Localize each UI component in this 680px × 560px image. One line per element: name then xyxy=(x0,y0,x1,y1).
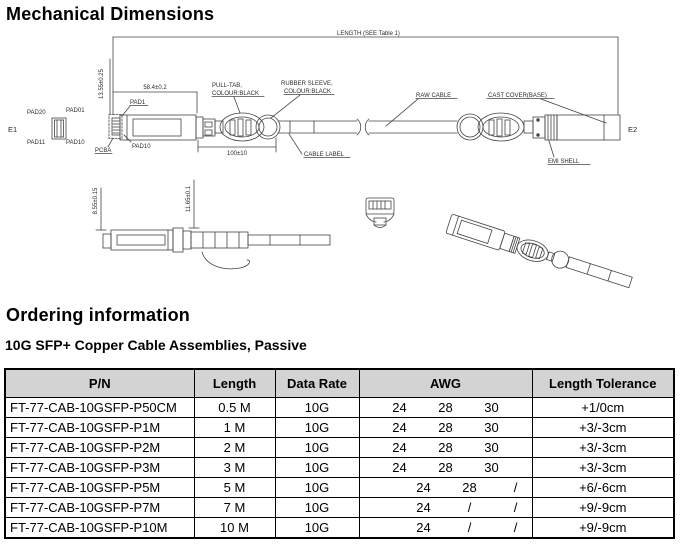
label-cast-cover xyxy=(487,93,606,123)
pn-cell: FT-77-CAB-10GSFP-P2M xyxy=(5,438,194,458)
ordering-table xyxy=(4,368,675,539)
awg-value: 24 xyxy=(416,480,431,495)
tolerance-cell: +1/0cm xyxy=(532,398,674,418)
awg-value: 28 xyxy=(438,460,453,475)
pn-cell: FT-77-CAB-10GSFP-P7M xyxy=(5,498,194,518)
table-row xyxy=(5,478,674,498)
awg-value: 24 xyxy=(392,460,407,475)
tolerance-cell: +9/-9cm xyxy=(532,518,674,539)
pad11-label: PAD11 xyxy=(27,140,46,146)
table-row xyxy=(5,438,674,458)
rubber-sleeve xyxy=(256,115,280,139)
awg-value: / xyxy=(513,500,518,515)
awg-value: 30 xyxy=(484,420,499,435)
length-cell: 0.5 M xyxy=(194,398,275,418)
awg-value: 24 xyxy=(392,400,407,415)
side-height-label-1: 8.55±0.15 xyxy=(93,187,99,215)
awg-cell xyxy=(359,458,532,478)
data-rate-cell: 10G xyxy=(275,458,359,478)
rubber-label-line1: RUBBER SLEEVE, xyxy=(281,81,333,87)
emi-shell-label: EMI SHELL xyxy=(548,159,580,165)
e2-label: E2 xyxy=(628,125,638,134)
data-rate-cell: 10G xyxy=(275,518,359,539)
label-cable-label xyxy=(289,134,350,158)
awg-cell xyxy=(359,418,532,438)
e1-pad-view xyxy=(8,108,85,146)
pad10-label: PAD10 xyxy=(66,140,85,146)
column-header-p-n: P/N xyxy=(5,369,194,398)
awg-value: 24 xyxy=(392,420,407,435)
awg-value: 28 xyxy=(438,400,453,415)
cable-label-label: CABLE LABEL xyxy=(304,152,345,158)
raw-cable-lines xyxy=(278,119,457,135)
length-cell: 1 M xyxy=(194,418,275,438)
front-view xyxy=(366,198,394,228)
length-cell: 3 M xyxy=(194,458,275,478)
side-height-label-2: 11.65±0.1 xyxy=(186,185,192,213)
awg-value: / xyxy=(467,500,472,515)
awg-value: / xyxy=(513,480,518,495)
pad1-label: PAD1 xyxy=(130,100,146,106)
pull-tab-label-line1: PULL-TAB, xyxy=(212,83,242,89)
pn-cell: FT-77-CAB-10GSFP-P50CM xyxy=(5,398,194,418)
isometric-view xyxy=(446,214,634,292)
column-header-awg: AWG xyxy=(359,369,532,398)
pulltab-dimension-label: 100±10 xyxy=(227,151,247,157)
column-header-length: Length xyxy=(194,369,275,398)
data-rate-cell: 10G xyxy=(275,398,359,418)
body-length-label: 58.4±0.2 xyxy=(143,85,167,91)
pad01-label: PAD01 xyxy=(66,108,85,114)
awg-value: 24 xyxy=(416,500,431,515)
pull-tab-e2 xyxy=(478,113,533,141)
table-row xyxy=(5,518,674,539)
mechanical-drawing xyxy=(0,28,680,302)
awg-value: 28 xyxy=(462,480,477,495)
pn-cell: FT-77-CAB-10GSFP-P1M xyxy=(5,418,194,438)
pull-tab-label-line2: COLOUR:BLACK xyxy=(212,91,260,97)
cast-cover-label: CAST COVER(BASE) xyxy=(488,93,547,99)
pn-cell: FT-77-CAB-10GSFP-P3M xyxy=(5,458,194,478)
awg-value: 28 xyxy=(438,440,453,455)
sfp-connector-e2 xyxy=(533,115,637,140)
section-title-ordering: Ordering information xyxy=(6,305,190,325)
pad20-label: PAD20 xyxy=(27,110,46,116)
height-dimension-label: 13.55±0.25 xyxy=(99,69,105,99)
label-pull-tab xyxy=(212,83,264,113)
length-dimension xyxy=(113,31,618,114)
data-rate-cell: 10G xyxy=(275,418,359,438)
length-dimension-label: LENGTH (SEE Table 1) xyxy=(337,31,400,37)
table-row xyxy=(5,458,674,478)
awg-value: 24 xyxy=(416,520,431,535)
awg-value: 24 xyxy=(392,440,407,455)
length-cell: 2 M xyxy=(194,438,275,458)
tolerance-cell: +9/-9cm xyxy=(532,498,674,518)
body-length-dimension xyxy=(113,85,197,113)
length-cell: 7 M xyxy=(194,498,275,518)
pcba-label: PCBA xyxy=(95,148,112,154)
label-emi-shell xyxy=(548,141,590,165)
column-header-length-tolerance: Length Tolerance xyxy=(532,369,674,398)
tolerance-cell: +3/-3cm xyxy=(532,438,674,458)
data-rate-cell: 10G xyxy=(275,498,359,518)
pad10-body-label: PAD10 xyxy=(132,144,151,150)
rubber-label-line2: COLOUR:BLACK xyxy=(284,89,332,95)
data-rate-cell: 10G xyxy=(275,438,359,458)
raw-cable-label: RAW CABLE xyxy=(416,93,452,99)
tolerance-cell: +3/-3cm xyxy=(532,418,674,438)
tolerance-cell: +3/-3cm xyxy=(532,458,674,478)
label-rubber-sleeve xyxy=(271,81,334,118)
pn-cell: FT-77-CAB-10GSFP-P5M xyxy=(5,478,194,498)
awg-value: / xyxy=(513,520,518,535)
awg-cell xyxy=(359,478,532,498)
awg-cell xyxy=(359,438,532,458)
side-view xyxy=(103,228,330,269)
awg-value: 28 xyxy=(438,420,453,435)
column-header-data-rate: Data Rate xyxy=(275,369,359,398)
awg-cell xyxy=(359,398,532,418)
sfp-connector-e1 xyxy=(95,100,223,154)
awg-value: 30 xyxy=(484,440,499,455)
table-row xyxy=(5,418,674,438)
height-dimension xyxy=(99,59,110,114)
length-cell: 10 M xyxy=(194,518,275,539)
tolerance-cell: +6/-6cm xyxy=(532,478,674,498)
subtitle-assemblies: 10G SFP+ Copper Cable Assemblies, Passive xyxy=(5,337,307,353)
awg-value: 30 xyxy=(484,400,499,415)
table-row xyxy=(5,498,674,518)
pull-tab xyxy=(220,113,264,141)
section-title-mechanical: Mechanical Dimensions xyxy=(6,4,215,24)
table-header-row xyxy=(5,369,674,398)
e1-label: E1 xyxy=(8,125,18,134)
data-rate-cell: 10G xyxy=(275,478,359,498)
side-view-dimensions xyxy=(93,180,199,230)
length-cell: 5 M xyxy=(194,478,275,498)
table-row xyxy=(5,398,674,418)
awg-cell xyxy=(359,518,532,539)
awg-value: 30 xyxy=(484,460,499,475)
awg-value: / xyxy=(467,520,472,535)
awg-cell xyxy=(359,498,532,518)
rubber-sleeve-e2 xyxy=(457,114,483,140)
pn-cell: FT-77-CAB-10GSFP-P10M xyxy=(5,518,194,539)
